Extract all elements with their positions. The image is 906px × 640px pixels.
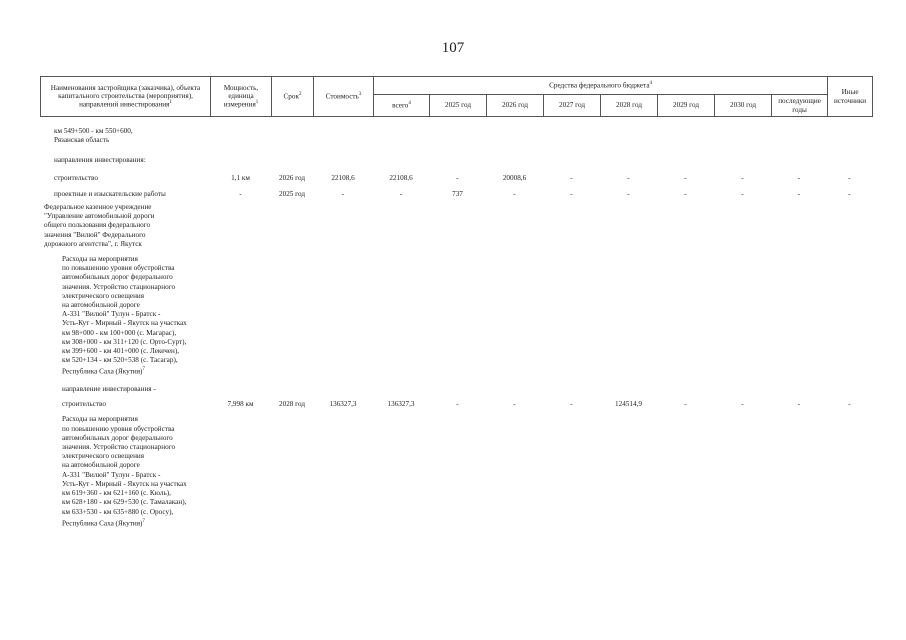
- cell-2025: -: [456, 400, 459, 409]
- row-name: строительство: [62, 400, 106, 409]
- table-row: [40, 255, 872, 377]
- table-header: [40, 76, 873, 117]
- cell-total: -: [399, 189, 403, 198]
- header-2026: 2026 год: [487, 95, 544, 117]
- cell-total: 22108,6: [389, 173, 413, 182]
- cell-2030: -: [741, 189, 744, 198]
- cell-2026: 20008,6: [502, 173, 527, 182]
- header-later-years: последующие годы: [772, 95, 828, 117]
- cell-2030: -: [741, 400, 744, 409]
- cell-cost: 22108,6: [331, 173, 355, 182]
- header-2030: 2030 год: [715, 95, 772, 117]
- cell-2025: 737: [452, 189, 463, 198]
- cell-2026: -: [513, 400, 516, 409]
- header-2025: 2025 год: [430, 95, 487, 117]
- cell-other: -: [848, 173, 851, 182]
- cell-other: -: [848, 400, 851, 409]
- investment-direction-label: направление инвестирования -: [62, 385, 156, 394]
- row-name: строительство: [54, 173, 98, 182]
- header-2028: 2028 год: [601, 95, 658, 117]
- table-row: [40, 415, 872, 528]
- table-row: [40, 400, 872, 409]
- cell-later: -: [797, 400, 801, 409]
- cell-term: 2028 год: [279, 400, 305, 409]
- cell-2027: -: [570, 189, 573, 198]
- cell-later: -: [797, 173, 801, 182]
- cell-2025: -: [456, 173, 459, 182]
- cell-term: 2026 год: [279, 173, 305, 182]
- cell-2029: -: [684, 173, 687, 182]
- cell-cost: -: [341, 189, 345, 198]
- measure-description: Расходы на мероприятия по повышению уровня обустройства автомобильных дорог федерального значения. Устройство стационарного электрического освещения на автомобильной дороге А-331 "Вилюй" Тулун - Братск - Усть-Кут - Мирный - Якутск на участках км 619+360 - км 621+160 (с. Кюль), км 628+180 - км 629+530 (с. Тамалакан), км 633+530 - км 635+880 (с. Оросу), Республика Саха (Якутия)$^7$: [62, 415, 187, 528]
- cell-2029: -: [684, 400, 687, 409]
- table-row: [40, 127, 872, 145]
- header-cost: Стоимость$^3$: [314, 77, 374, 117]
- header-name: Наименования застройщика (заказчика), объекта капитального строительства (мероприятия), направлений инвестирования$^1$: [41, 77, 211, 117]
- cell-total: 136327,3: [387, 400, 415, 409]
- cell-capacity: 7,998 км: [227, 400, 254, 409]
- cell-term: 2025 год: [279, 189, 305, 198]
- cell-2027: -: [570, 400, 573, 409]
- table-body: [40, 124, 872, 528]
- table-row: [40, 174, 872, 183]
- table-row: [40, 203, 872, 249]
- cell-2026: -: [513, 189, 516, 198]
- header-other-sources: Иные источники: [828, 77, 873, 117]
- header-capacity: Мощность, единица измерения$^1$: [211, 77, 272, 117]
- cell-capacity: 1,1 км: [231, 173, 250, 182]
- cell-capacity: -: [239, 189, 242, 198]
- cell-2028: 124514,9: [615, 400, 642, 409]
- object-location: км 549+500 - км 550+600, Рязанская область: [54, 127, 133, 145]
- cell-2028: -: [627, 189, 630, 198]
- table-row: [40, 385, 872, 394]
- measure-description: Расходы на мероприятия по повышению уровня обустройства автомобильных дорог федерального значения. Устройство стационарного электрического освещения на автомобильной дороге А-331 "Вилюй" Тулун - Братск - Усть-Кут - Мирный - Якутск на участках км 98+000 - км 100+000 (с. Магарас), км 308+000 - км 311+120 (с. Орто-Сурт), км 399+600 - км 401+000 (с. Лекечен), км 520+134 - км 520+538 (с. Тасагар), Республика Саха (Якутия)$^7$: [62, 255, 187, 376]
- cell-2027: -: [570, 173, 573, 182]
- cell-cost: 136327,3: [329, 400, 357, 409]
- cell-2028: -: [627, 173, 630, 182]
- cell-2030: -: [741, 173, 744, 182]
- row-name: проектные и изыскательские работы: [54, 189, 166, 198]
- cell-2029: -: [684, 189, 687, 198]
- page-number: 107: [441, 40, 465, 56]
- table-row: [40, 190, 872, 199]
- organization-name: Федеральное казенное учреждение "Управление автомобильной дороги общего пользования федерального значения "Вилюй" Федерального дорожного агентства", г. Якутск: [44, 203, 155, 248]
- header-term: Срок$^2$: [272, 77, 314, 117]
- cell-later: -: [797, 189, 801, 198]
- header-total: всего$^4$: [374, 95, 430, 117]
- investment-direction-label: направления инвестирования:: [54, 156, 146, 165]
- table-row: [40, 156, 872, 165]
- header-2027: 2027 год: [544, 95, 601, 117]
- cell-other: -: [848, 189, 851, 198]
- header-federal-budget: Средства федерального бюджета$^4$: [374, 77, 828, 95]
- header-2029: 2029 год: [658, 95, 715, 117]
